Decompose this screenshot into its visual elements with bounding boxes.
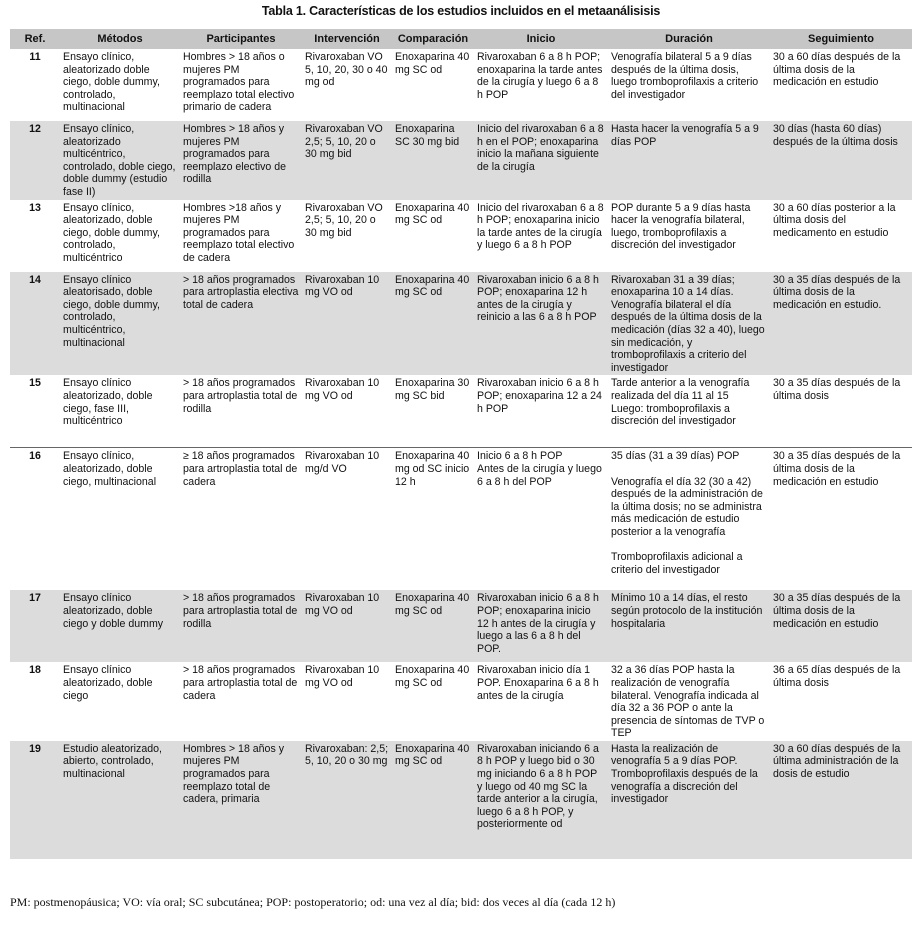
participantes-cell: > 18 años programados para artroplastia total de rodilla	[183, 377, 298, 415]
table-footnote: PM: postmenopáusica; VO: vía oral; SC subcutánea; POP: postoperatorio; od: una vez al día; bid: dos veces al día (cada 12 h)	[10, 895, 616, 909]
ref-cell: 19	[10, 741, 60, 859]
participantes-cell: Hombres > 18 años y mujeres PM programados para reemplazo total de cadera, primaria	[180, 741, 302, 859]
row-gap	[10, 433, 912, 448]
col-header-comparacion: Comparación	[392, 29, 474, 49]
inicio-cell: Inicio del rivaroxaban 6 a 8 h POP; enoxaparina inicio la tarde antes de la cirugía y luego 6 a 8 h POP	[477, 201, 604, 252]
intervencion-cell: Rivaroxaban VO 2,5; 5, 10, 20 o 30 mg bid	[305, 201, 383, 239]
seguimiento-cell: 36 a 65 días después de la última dosis	[773, 664, 901, 689]
metodos-cell: Estudio aleatorizado, abierto, controlado, multinacional	[60, 741, 180, 859]
metodos-cell: Ensayo clínico aleatorizado, doble ciego, fase III, multicéntrico	[63, 377, 153, 428]
seguimiento-cell: 30 a 60 días después de la última administración de la dosis de estudio	[770, 741, 912, 859]
intervencion-cell: Rivaroxaban: 2,5; 5, 10, 20 o 30 mg	[302, 741, 392, 859]
duracion-cell: POP durante 5 a 9 días hasta hacer la venografía bilateral, luego, tromboprofilaxis a discreción del investigador	[611, 201, 751, 252]
table-row	[10, 741, 912, 859]
intervencion-cell: Rivaroxaban VO 2,5; 5, 10, 20 o 30 mg bid	[302, 121, 392, 200]
ref-cell: 15	[29, 377, 41, 390]
seguimiento-cell: 30 a 35 días después de la última dosis de la medicación en estudio.	[770, 272, 912, 376]
col-header-ref: Ref.	[10, 29, 60, 49]
seguimiento-cell: 30 a 35 días después de la última dosis de la medicación en estudio	[770, 448, 912, 591]
inicio-cell: Rivaroxaban inicio 6 a 8 h POP; enoxaparina 12 h antes de la cirugía y reinicio a las 6 a 8 h POP	[474, 272, 608, 376]
seguimiento-cell: 30 a 35 días después de la última dosis de la medicación en estudio	[770, 590, 912, 662]
metodos-cell: Ensayo clínico aleatorisado, doble ciego, doble dummy, controlado, multicéntrico, multinacional	[60, 272, 180, 376]
header-row	[10, 29, 912, 49]
duracion-cell: Hasta la realización de venografía 5 a 9 días POP. Tromboprofilaxis después de la venografía a discreción del investigador	[608, 741, 770, 859]
intervencion-cell: Rivaroxaban 10 mg VO od	[302, 590, 392, 662]
table-title: Tabla 1. Características de los estudios incluidos en el metaanálisisis	[261, 4, 661, 18]
inicio-cell: Rivaroxaban inicio día 1 POP. Enoxaparina 6 a 8 h antes de la cirugía	[477, 664, 599, 702]
table-row	[10, 121, 912, 200]
participantes-cell: ≥ 18 años programados para artroplastia total de cadera	[180, 448, 302, 591]
comparacion-cell: Enoxaparina 40 mg SC od	[395, 664, 470, 689]
intervencion-cell: Rivaroxaban 10 mg VO od	[302, 272, 392, 376]
duracion-cell: Venografía bilateral 5 a 9 días después de la última dosis, luego tromboprofilaxis a criterio del investigador	[611, 51, 759, 101]
ref-cell: 13	[29, 201, 41, 214]
comparacion-cell: Enoxaparina 40 mg od SC inicio 12 h	[392, 448, 474, 591]
intervencion-cell: Rivaroxaban VO 5, 10, 20, 30 o 40 mg od	[305, 51, 388, 89]
ref-cell: 17	[10, 590, 60, 662]
duracion-cell: Tarde anterior a la venografía realizada del día 11 al 15 Luego: tromboprofilaxis a discreción del investigador	[611, 377, 750, 428]
inicio-cell: Inicio 6 a 8 h POP Antes de la cirugía y luego 6 a 8 h del POP	[474, 448, 608, 591]
intervencion-cell: Rivaroxaban 10 mg VO od	[305, 377, 380, 402]
metodos-cell: Ensayo clínico aleatorizado, doble ciego y doble dummy	[60, 590, 180, 662]
comparacion-cell: Enoxaparina 40 mg SC od	[392, 590, 474, 662]
col-header-metodos: Métodos	[60, 29, 180, 49]
comparacion-cell: Enoxaparina 40 mg SC od	[392, 272, 474, 376]
ref-cell: 11	[29, 51, 41, 63]
intervencion-cell: Rivaroxaban 10 mg VO od	[305, 664, 380, 689]
metodos-cell: Ensayo clínico, aleatorizado, doble ciego, multinacional	[60, 448, 180, 591]
participantes-cell: Hombres > 18 años y mujeres PM programados para reemplazo electivo de rodilla	[180, 121, 302, 200]
col-header-duracion: Duración	[608, 29, 770, 49]
inicio-cell: Rivaroxaban inicio 6 a 8 h POP; enoxaparina inicio 12 h antes de la cirugía y luego a las 6 a 8 h del POP.	[474, 590, 608, 662]
duracion-cell: Rivaroxaban 31 a 39 días; enoxaparina 10 a 14 días. Venografía bilateral el día después de la última dosis de la medicación (días 32 a 40), luego sin medicación, y tromboprofilaxis a criterio del investigador	[608, 272, 770, 376]
metodos-cell: Ensayo clínico, aleatorizado, doble ciego, doble dummy, controlado, multicéntrico	[63, 201, 160, 264]
inicio-cell: Rivaroxaban iniciando 6 a 8 h POP y luego bid o 30 mg iniciando 6 a 8 h POP y luego od 40 mg SC la tarde anterior a la cirugía, luego 6 a 8 h POP, y posteriormente od	[474, 741, 608, 859]
participantes-cell: Hombres >18 años y mujeres PM programados para reemplazo total electivo de cadera	[183, 201, 295, 264]
table-row	[10, 200, 912, 272]
table-row	[10, 662, 912, 741]
inicio-cell: Rivaroxaban inicio 6 a 8 h POP; enoxaparina 12 a 24 h POP	[477, 377, 602, 415]
duracion-cell: Mínimo 10 a 14 días, el resto según protocolo de la institución hospitalaria	[608, 590, 770, 662]
participantes-cell: > 18 años programados para artroplastia total de rodilla	[180, 590, 302, 662]
seguimiento-cell: 30 días (hasta 60 días) después de la última dosis	[770, 121, 912, 200]
participantes-cell: Hombres > 18 años o mujeres PM programados para reemplazo total electivo primario de cadera	[183, 51, 295, 114]
table-row	[10, 590, 912, 662]
participantes-cell: > 18 años programados para artroplastia total de cadera	[183, 664, 298, 702]
col-header-intervencion: Intervención	[302, 29, 392, 49]
seguimiento-cell: 30 a 60 días posterior a la última dosis del medicamento en estudio	[773, 201, 896, 239]
ref-cell: 16	[10, 448, 60, 591]
table-row	[10, 272, 912, 376]
comparacion-cell: Enoxaparina 40 mg SC od	[395, 51, 470, 76]
duracion-cell: 32 a 36 días POP hasta la realización de venografía bilateral. Venografía indicada al día 32 a 36 POP o ante la presencia de síntomas de TVP o TEP	[611, 664, 765, 740]
table-row	[10, 49, 912, 121]
ref-cell: 14	[10, 272, 60, 376]
seguimiento-cell: 30 a 35 días después de la última dosis	[773, 377, 901, 402]
ref-cell: 12	[10, 121, 60, 200]
inicio-cell: Rivaroxaban 6 a 8 h POP; enoxaparina la tarde antes de la cirugía y luego 6 a 8 h POP	[477, 51, 603, 101]
col-header-participantes: Participantes	[180, 29, 302, 49]
table-row	[10, 448, 912, 591]
comparacion-cell: Enoxaparina SC 30 mg bid	[392, 121, 474, 200]
col-header-seguimiento: Seguimiento	[770, 29, 912, 49]
table-row	[10, 375, 912, 433]
comparacion-cell: Enoxaparina 40 mg SC od	[395, 201, 470, 227]
duracion-cell: 35 días (31 a 39 días) POP Venografía el día 32 (30 a 42) después de la administración de la última dosis; no se administra más medicación de estudio posterior a la venografía Tromboprofilaxis adicional a criterio del investigador	[608, 448, 770, 591]
ref-cell: 18	[29, 664, 41, 677]
col-header-inicio: Inicio	[474, 29, 608, 49]
seguimiento-cell: 30 a 60 días después de la última dosis de la medicación en estudio	[773, 51, 901, 89]
comparacion-cell: Enoxaparina 40 mg SC od	[392, 741, 474, 859]
metodos-cell: Ensayo clínico, aleatorizado multicéntrico, controlado, doble ciego, doble dummy (estudio fase II)	[60, 121, 180, 200]
metodos-cell: Ensayo clínico, aleatorizado doble ciego, doble dummy, controlado, multinacional	[63, 51, 160, 114]
comparacion-cell: Enoxaparina 30 mg SC bid	[395, 377, 470, 402]
intervencion-cell: Rivaroxaban 10 mg/d VO	[302, 448, 392, 591]
studies-table	[10, 29, 912, 859]
participantes-cell: > 18 años programados para artroplastia electiva total de cadera	[180, 272, 302, 376]
inicio-cell: Inicio del rivaroxaban 6 a 8 h en el POP; enoxaparina inicio la mañana siguiente de la cirugía	[474, 121, 608, 200]
metodos-cell: Ensayo clínico aleatorizado, doble ciego	[63, 664, 153, 702]
duracion-cell: Hasta hacer la venografía 5 a 9 días POP	[608, 121, 770, 200]
